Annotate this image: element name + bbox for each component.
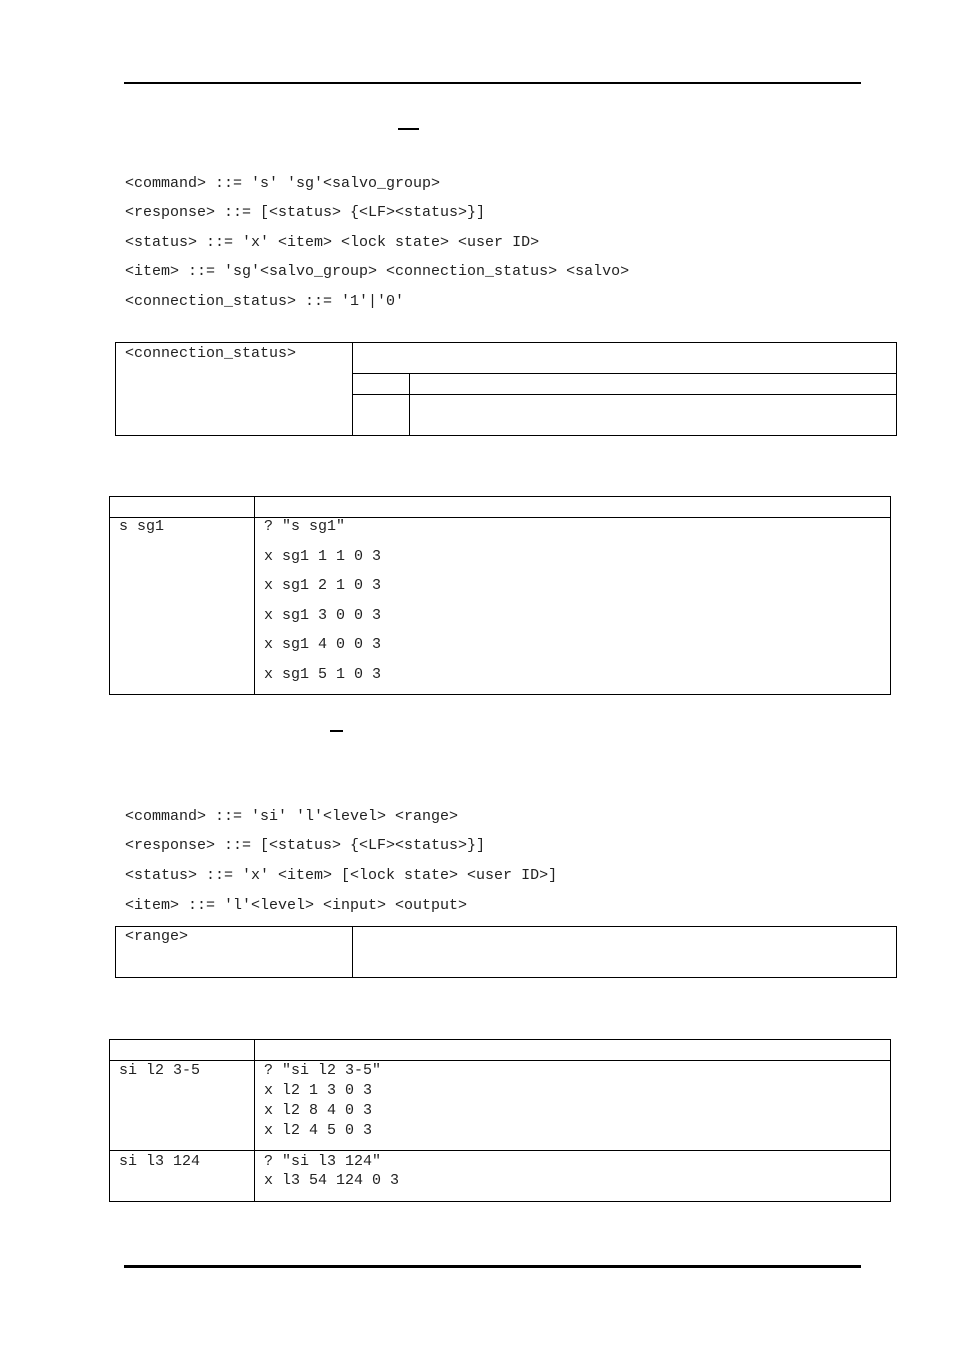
- syntax-line: <command> ::= 's' 'sg'<salvo_group>: [125, 175, 441, 192]
- heading-dash-2: [330, 730, 343, 732]
- table-header-divider: [109, 517, 891, 518]
- example-response-line: x sg1 1 1 0 3: [264, 548, 382, 565]
- parameter-name: <connection_status>: [125, 345, 297, 362]
- parameter-table: [115, 926, 897, 978]
- example-response-line: ? "s sg1": [264, 518, 346, 535]
- syntax-line: <status> ::= 'x' <item> <lock state> <user ID>: [125, 234, 540, 251]
- table-divider: [254, 496, 255, 695]
- example-command: si l3 124: [119, 1153, 201, 1170]
- table-divider: [409, 373, 410, 436]
- table-header-divider: [109, 1060, 891, 1061]
- example-response-line: x sg1 2 1 0 3: [264, 577, 382, 594]
- example-response-line: x l2 1 3 0 3: [264, 1082, 373, 1099]
- example-response-line: x sg1 4 0 0 3: [264, 636, 382, 653]
- example-response-line: x l3 54 124 0 3: [264, 1172, 400, 1189]
- syntax-line: <item> ::= 'l'<level> <input> <output>: [125, 897, 468, 914]
- syntax-line: <response> ::= [<status> {<LF><status>}]: [125, 837, 486, 854]
- syntax-line: <command> ::= 'si' 'l'<level> <range>: [125, 808, 459, 825]
- header-rule: [124, 82, 861, 84]
- example-table: [109, 1039, 891, 1202]
- table-divider: [352, 342, 353, 436]
- table-divider: [352, 373, 897, 374]
- parameter-name: <range>: [125, 928, 189, 945]
- example-response-line: ? "si l2 3-5": [264, 1062, 382, 1079]
- example-command: s sg1: [119, 518, 165, 535]
- example-response-line: x sg1 3 0 0 3: [264, 607, 382, 624]
- footer-rule: [124, 1265, 861, 1268]
- syntax-line: <connection_status> ::= '1'|'0': [125, 293, 405, 310]
- table-divider: [352, 394, 897, 395]
- heading-dash-1: [398, 128, 419, 130]
- table-row-divider: [109, 1150, 891, 1151]
- syntax-line: <item> ::= 'sg'<salvo_group> <connection_status> <salvo>: [125, 263, 630, 280]
- syntax-line: <response> ::= [<status> {<LF><status>}]: [125, 204, 486, 221]
- example-command: si l2 3-5: [119, 1062, 201, 1079]
- example-response-line: ? "si l3 124": [264, 1153, 382, 1170]
- example-response-line: x l2 8 4 0 3: [264, 1102, 373, 1119]
- example-response-line: x l2 4 5 0 3: [264, 1122, 373, 1139]
- table-divider: [254, 1039, 255, 1202]
- table-divider: [352, 926, 353, 978]
- example-response-line: x sg1 5 1 0 3: [264, 666, 382, 683]
- syntax-line: <status> ::= 'x' <item> [<lock state> <user ID>]: [125, 867, 558, 884]
- example-table: [109, 496, 891, 695]
